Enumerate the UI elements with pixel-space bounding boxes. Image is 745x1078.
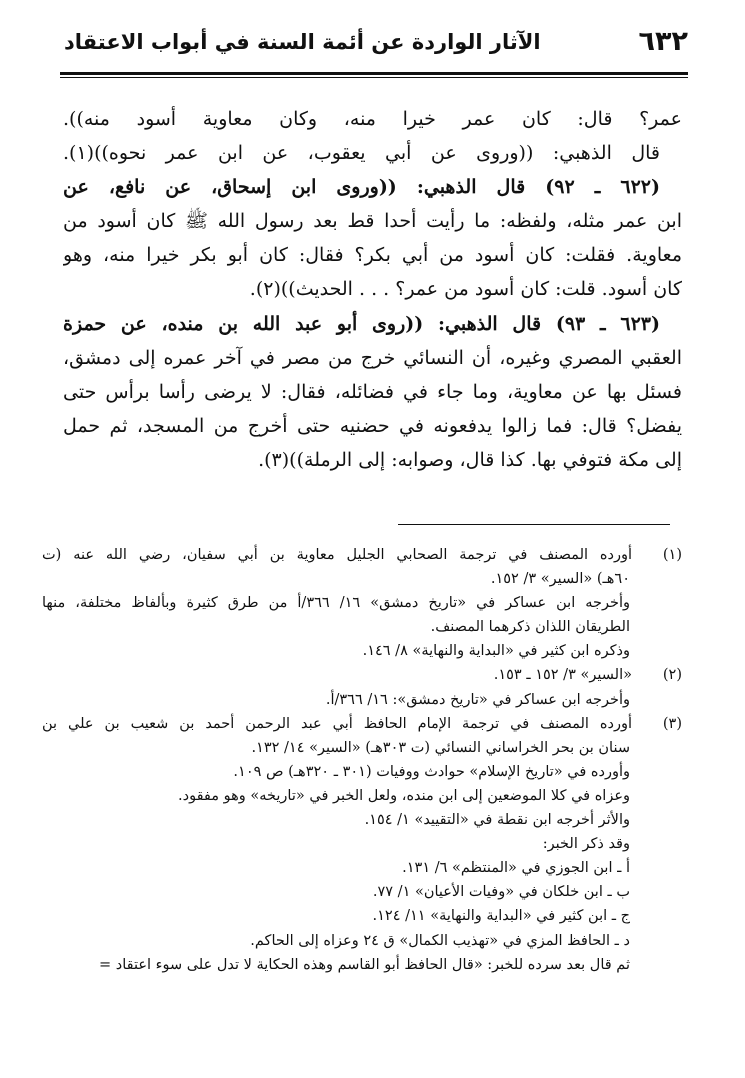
- body-line: ابن عمر مثله، ولفظه: ما رأيت أحدا قط بعد رسول الله ﷺ كان أسود من: [63, 210, 682, 233]
- footnote-line: وعزاه في كلا الموضعين إلى ابن منده، ولعل الخبر في «تاريخه» وهو مفقود.: [178, 787, 630, 804]
- footnote-line: أ ـ ابن الجوزي في «المنتظم» ٦/ ١٣١.: [402, 860, 630, 877]
- footnote-line: وأخرجه ابن عساكر في «تاريخ دمشق»: ١٦/ ٣٦٦/أ.: [325, 691, 630, 708]
- footnote-line: ( ١ )أورده المصنف في ترجمة الصحابي الجليل معاوية بن أبي سفيان، رضي الله عنه (ت: [42, 543, 682, 567]
- footnote-number: ( ٣ ): [632, 712, 682, 736]
- footnote-line: وقد ذكر الخبر:: [542, 836, 630, 853]
- footnote-line: ( ٣ )أورده المصنف في ترجمة الإمام الحافظ أبي عبد الرحمن أحمد بن شعيب بن علي بن: [42, 712, 682, 736]
- main-text: [63, 102, 682, 477]
- body-line: يفضل؟ قال: فما زالوا يدفعونه في حضنيه حتى أخرج من المسجد، ثم حمل: [63, 414, 682, 437]
- body-line: عمر؟ قال: كان عمر خيرا منه، وكان معاوية أسود منه)).: [63, 108, 682, 130]
- footnotes: [42, 543, 682, 977]
- footnote-line: ج ـ ابن كثير في «البداية والنهاية» ١١/ ١٢٤.: [372, 908, 630, 925]
- body-line: فسئل بها عن معاوية، وما جاء في فضائله، فقال: لا يرضى رأسا برأس حتى: [63, 380, 682, 403]
- running-title: الآثار الواردة عن أئمة السنة في أبواب الاعتقاد: [64, 30, 541, 54]
- footnote-line: سنان بن بحر الخراساني النسائي (ت ٣٠٣هـ) «السير» ١٤/ ١٣٢.: [251, 739, 630, 756]
- body-line: معاوية. فقلت: كان أسود من أبي بكر؟ فقال: كان أبو بكر خيرا منه، وهو: [63, 244, 682, 267]
- body-line: كان أسود. قلت: كان أسود من عمر؟ . . . الحديث))(٢).: [249, 278, 682, 301]
- footnote-line: وأخرجه ابن عساكر في «تاريخ دمشق» ١٦/ ٣٦٦/أ من طرق كثيرة وبألفاظ مختلفة، منها: [42, 595, 630, 612]
- footnote-line: وذكره ابن كثير في «البداية والنهاية» ٨/ ١٤٦.: [362, 643, 630, 660]
- page-header: [60, 22, 688, 70]
- footnote-number: ( ١ ): [632, 543, 682, 567]
- footnote-line: والأثر أخرجه ابن نقطة في «التقييد» ١/ ١٥٤.: [364, 812, 630, 829]
- footnote-line: وأورده في «تاريخ الإسلام» حوادث ووفيات (٣٠١ ـ ٣٢٠هـ) ص ١٠٩.: [233, 763, 630, 780]
- page-number: ٦٣٢: [638, 26, 688, 57]
- body-line-entry-622: (٦٢٢ ـ ٩٢) قال الذهبي: ((وروى ابن إسحاق، عن نافع، عن: [63, 176, 660, 199]
- footnote-line: ( ٢ )«السير» ٣/ ١٥٢ ـ ١٥٣.: [42, 663, 682, 687]
- footnote-line: ب ـ ابن خلكان في «وفيات الأعيان» ١/ ٧٧.: [372, 884, 630, 901]
- footnote-separator: [398, 524, 670, 525]
- body-line: إلى مكة فتوفي بها. كذا قال، وصوابه: إلى الرملة))(٣).: [258, 448, 682, 471]
- footnote-line: د ـ الحافظ المزي في «تهذيب الكمال» ق ٢٤ وعزاه إلى الحاكم.: [250, 932, 630, 949]
- header-rule: [60, 72, 688, 78]
- footnote-line: ٦٠هـ) «السير» ٣/ ١٥٢.: [490, 571, 630, 588]
- footnote-number: ( ٢ ): [632, 663, 682, 687]
- body-line: قال الذهبي: ((وروى عن أبي يعقوب، عن ابن عمر نحوه))(١).: [63, 142, 660, 165]
- footnote-line: ثم قال بعد سرده للخبر: «قال الحافظ أبو القاسم وهذه الحكاية لا تدل على سوء اعتقاد =: [99, 956, 630, 973]
- body-line-entry-623: (٦٢٣ ـ ٩٣) قال الذهبي: ((روى أبو عبد الله بن منده، عن حمزة: [63, 312, 660, 335]
- footnote-line: الطريقان اللذان ذكرهما المصنف.: [430, 619, 630, 636]
- body-line: العقبي المصري وغيره، أن النسائي خرج من مصر في آخر عمره إلى دمشق،: [63, 346, 682, 369]
